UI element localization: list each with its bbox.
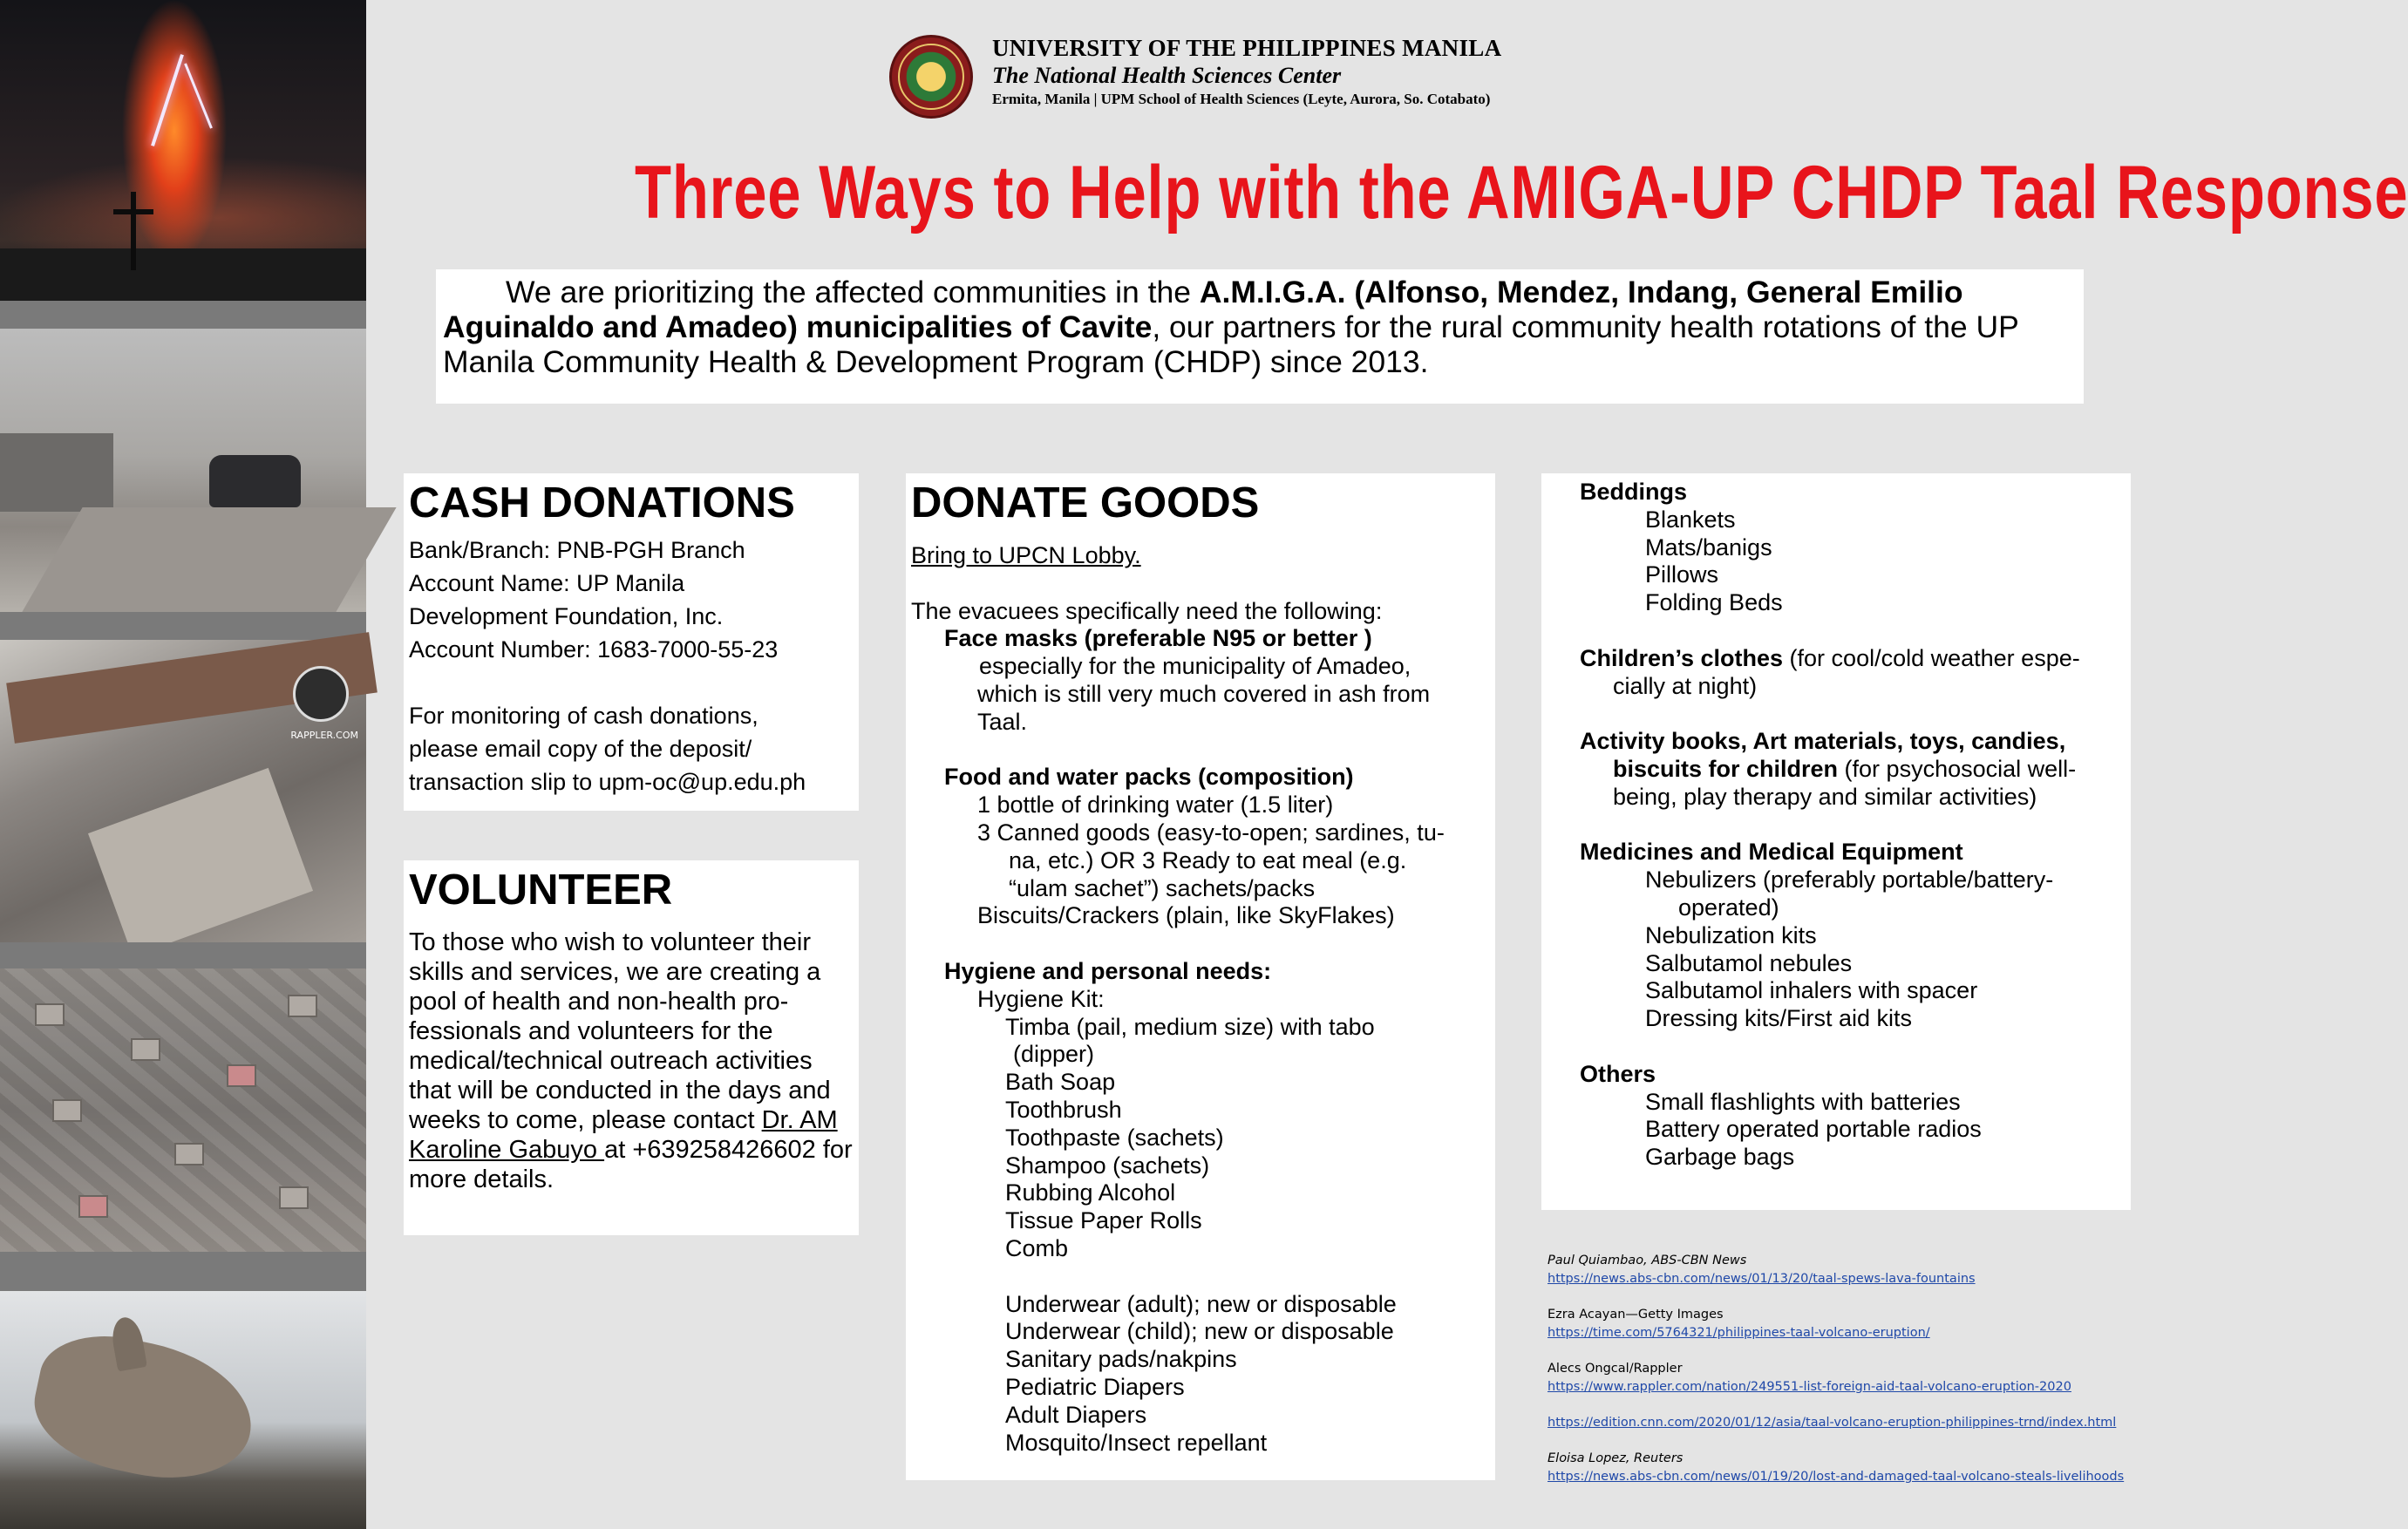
credit-link[interactable]: https://news.abs-cbn.com/news/01/19/20/lost-and-damaged-taal-volcano-steals-livelihoods: [1548, 1470, 2125, 1484]
university-name: UNIVERSITY OF THE PHILIPPINES MANILA: [992, 35, 1502, 61]
photo-house: [52, 1099, 82, 1122]
ashfall-street-photo: [0, 329, 366, 612]
beddings-item: Mats/banigs: [1645, 533, 1772, 561]
photo-building: [0, 433, 113, 512]
activity-note: being, play therapy and similar activities): [1613, 783, 2037, 810]
hygiene-item: Toothpaste (sachets): [1005, 1124, 1224, 1151]
ash-covered-horse-photo: [0, 1291, 366, 1529]
monitoring-note: For monitoring of cash donations,: [409, 703, 758, 729]
photo-ground: [0, 248, 366, 301]
others-heading: Others: [1580, 1060, 1656, 1087]
medicine-item: Dressing kits/First aid kits: [1645, 1005, 1913, 1032]
lightning-bolt: [184, 63, 213, 128]
photo-house: [78, 1195, 108, 1218]
aerial-ash-village-photo: [0, 968, 366, 1252]
page-title: Three Ways to Help with the AMIGA-UP CHDP Taal Response: [635, 151, 2408, 234]
hygiene-item: Sanitary pads/nakpins: [1005, 1346, 1237, 1373]
intro-box: [436, 269, 2084, 404]
photo-divider: [0, 1252, 366, 1291]
beddings-item: Blankets: [1645, 506, 1736, 533]
face-masks-note: especially for the municipality of Amadeo,: [979, 653, 1411, 680]
hygiene-item: Tissue Paper Rolls: [1005, 1207, 1202, 1234]
credit-link[interactable]: https://www.rappler.com/nation/249551-list-foreign-aid-taal-volcano-eruption-2020: [1548, 1380, 2071, 1394]
food-packs-heading: Food and water packs (composition): [944, 764, 1354, 791]
university-subtitle: The National Health Sciences Center: [992, 63, 1342, 88]
others-item: Battery operated portable radios: [1645, 1116, 1982, 1143]
food-item: “ulam sachet”) sachets/packs: [1009, 874, 1316, 901]
medicine-item: Salbutamol inhalers with spacer: [1645, 977, 1978, 1004]
volunteer-title: VOLUNTEER: [409, 866, 673, 914]
hygiene-item: Bath Soap: [1005, 1069, 1116, 1096]
more-goods-box: [1541, 473, 2131, 1210]
photo-house: [131, 1038, 160, 1061]
hygiene-item: Comb: [1005, 1234, 1069, 1261]
clothes-heading: Children’s clothes: [1580, 644, 1784, 671]
bank-branch: Bank/Branch: PNB-PGH Branch: [409, 537, 745, 563]
hygiene-item: Shampoo (sachets): [1005, 1152, 1210, 1179]
up-seal-ring: [898, 44, 964, 110]
photo-divider: [0, 301, 366, 329]
food-item: na, etc.) OR 3 Ready to eat meal (e.g.: [1009, 846, 1407, 873]
account-name: Account Name: UP Manila: [409, 570, 685, 596]
volunteer-text: [409, 928, 854, 1194]
intro-bold-text: A.M.I.G.A. (Alfonso, Mendez, Indang, General Emilio Aguinaldo and Amadeo) municipalities of Cavite: [443, 275, 1963, 344]
credit-link[interactable]: https://time.com/5764321/philippines-taal-volcano-eruption/: [1548, 1326, 1930, 1340]
beddings-item: Folding Beds: [1645, 589, 1783, 616]
hygiene-item: Underwear (adult); new or disposable: [1005, 1290, 1397, 1317]
photo-divider: [0, 612, 366, 640]
intro-text: We are prioritizing the affected communities in the: [506, 275, 1200, 309]
cash-donations-title: CASH DONATIONS: [409, 479, 795, 527]
photo-car: [209, 455, 301, 507]
hygiene-item: Underwear (child); new or disposable: [1005, 1318, 1394, 1345]
hygiene-kit-label: Hygiene Kit:: [977, 985, 1105, 1012]
volunteer-body: To those who wish to volunteer their skills and services, we are creating a pool of health and non-health pro-fessionals and volunteers for the medical/technical outreach activities that will be conducted in the days and weeks to come, please contact: [409, 928, 831, 1134]
photo-house: [288, 995, 317, 1017]
rappler-watermark: [293, 666, 349, 722]
needs-intro: The evacuees specifically need the following:: [911, 597, 1383, 624]
monitoring-note: please email copy of the deposit/: [409, 736, 752, 762]
food-item: Biscuits/Crackers (plain, like SkyFlakes): [977, 902, 1395, 929]
others-item: Small flashlights with batteries: [1645, 1088, 1961, 1115]
photo-house: [279, 1186, 309, 1209]
credit-name: Eloisa Lopez, Reuters: [1548, 1451, 1684, 1465]
credit-name: Paul Quiambao, ABS-CBN News: [1548, 1254, 1747, 1267]
photo-road: [22, 507, 396, 612]
face-masks-heading: Face masks (preferable N95 or better ): [944, 625, 1372, 652]
food-item: 1 bottle of drinking water (1.5 liter): [977, 792, 1334, 819]
intro-text: , our partners for the rural community health rotations of the UP Manila Community Health & Development Program (CHDP) since 2013.: [443, 309, 2019, 379]
credit-link[interactable]: https://edition.cnn.com/2020/01/12/asia/taal-volcano-eruption-philippines-trnd/index.html: [1548, 1416, 2117, 1430]
volcano-eruption-photo: [0, 0, 366, 301]
hygiene-item: (dipper): [1013, 1041, 1095, 1068]
activity-note: (for psychosocial well-: [1838, 755, 2077, 782]
medicine-item: operated): [1678, 894, 1779, 921]
activity-heading: biscuits for children: [1613, 755, 1839, 782]
photo-credits: [1548, 1252, 2149, 1486]
photo-house: [35, 1003, 65, 1026]
university-address: Ermita, Manila | UPM School of Health Sciences (Leyte, Aurora, So. Cotabato): [992, 91, 1491, 107]
activity-line: [1580, 756, 2126, 784]
photo-rubble: [88, 768, 313, 956]
credit-link[interactable]: https://news.abs-cbn.com/news/01/13/20/taal-spews-lava-fountains: [1548, 1272, 1976, 1286]
medicine-item: Salbutamol nebules: [1645, 949, 1853, 976]
medicine-item: Nebulization kits: [1645, 921, 1817, 948]
cross-silhouette: [131, 192, 136, 270]
collapsed-house-photo: [0, 640, 366, 942]
beddings-heading: Beddings: [1580, 479, 1688, 505]
volunteer-contact-link[interactable]: Dr. AM Karoline Gabuyo: [409, 1106, 838, 1164]
clothes-note: cially at night): [1613, 672, 1758, 699]
hygiene-heading: Hygiene and personal needs:: [944, 957, 1272, 984]
medicines-heading: Medicines and Medical Equipment: [1580, 839, 1963, 866]
volunteer-box: [404, 860, 859, 1235]
hygiene-item: Adult Diapers: [1005, 1401, 1147, 1428]
clothes-note: (for cool/cold weather espe-: [1783, 644, 2080, 671]
volunteer-phone: at +639258426602 for more details.: [409, 1136, 853, 1193]
hygiene-item: Timba (pail, medium size) with tabo: [1005, 1013, 1375, 1040]
face-masks-note: which is still very much covered in ash from: [977, 680, 1431, 707]
photo-house: [227, 1064, 256, 1087]
cash-donations-box: [404, 473, 859, 811]
monitoring-note: transaction slip to upm-oc@up.edu.ph: [409, 769, 806, 795]
others-item: Garbage bags: [1645, 1144, 1795, 1171]
credit-name: Ezra Acayan—Getty Images: [1548, 1308, 1724, 1322]
photo-house: [174, 1143, 204, 1165]
donate-goods-title: DONATE GOODS: [911, 479, 1260, 527]
activity-heading: Activity books, Art materials, toys, candies,: [1580, 728, 2066, 755]
hygiene-item: Toothbrush: [1005, 1096, 1122, 1123]
account-name: Development Foundation, Inc.: [409, 603, 724, 629]
photo-divider: [0, 942, 366, 968]
donate-goods-box: [906, 473, 1495, 1480]
account-number: Account Number: 1683-7000-55-23: [409, 636, 779, 663]
food-item: 3 Canned goods (easy-to-open; sardines, tu-: [977, 819, 1445, 846]
hygiene-item: Rubbing Alcohol: [1005, 1179, 1176, 1206]
clothes-line: [1580, 645, 2126, 673]
lightning-bolt: [151, 54, 184, 146]
drop-off-location: Bring to UPCN Lobby.: [911, 542, 1141, 568]
medicine-item: Nebulizers (preferably portable/battery-: [1645, 866, 2054, 894]
hygiene-item: Pediatric Diapers: [1005, 1373, 1185, 1400]
hygiene-item: Mosquito/Insect repellant: [1005, 1429, 1268, 1456]
credit-name: Alecs Ongcal/Rappler: [1548, 1362, 1683, 1376]
face-masks-note: Taal.: [977, 708, 1028, 735]
beddings-item: Pillows: [1645, 561, 1719, 588]
